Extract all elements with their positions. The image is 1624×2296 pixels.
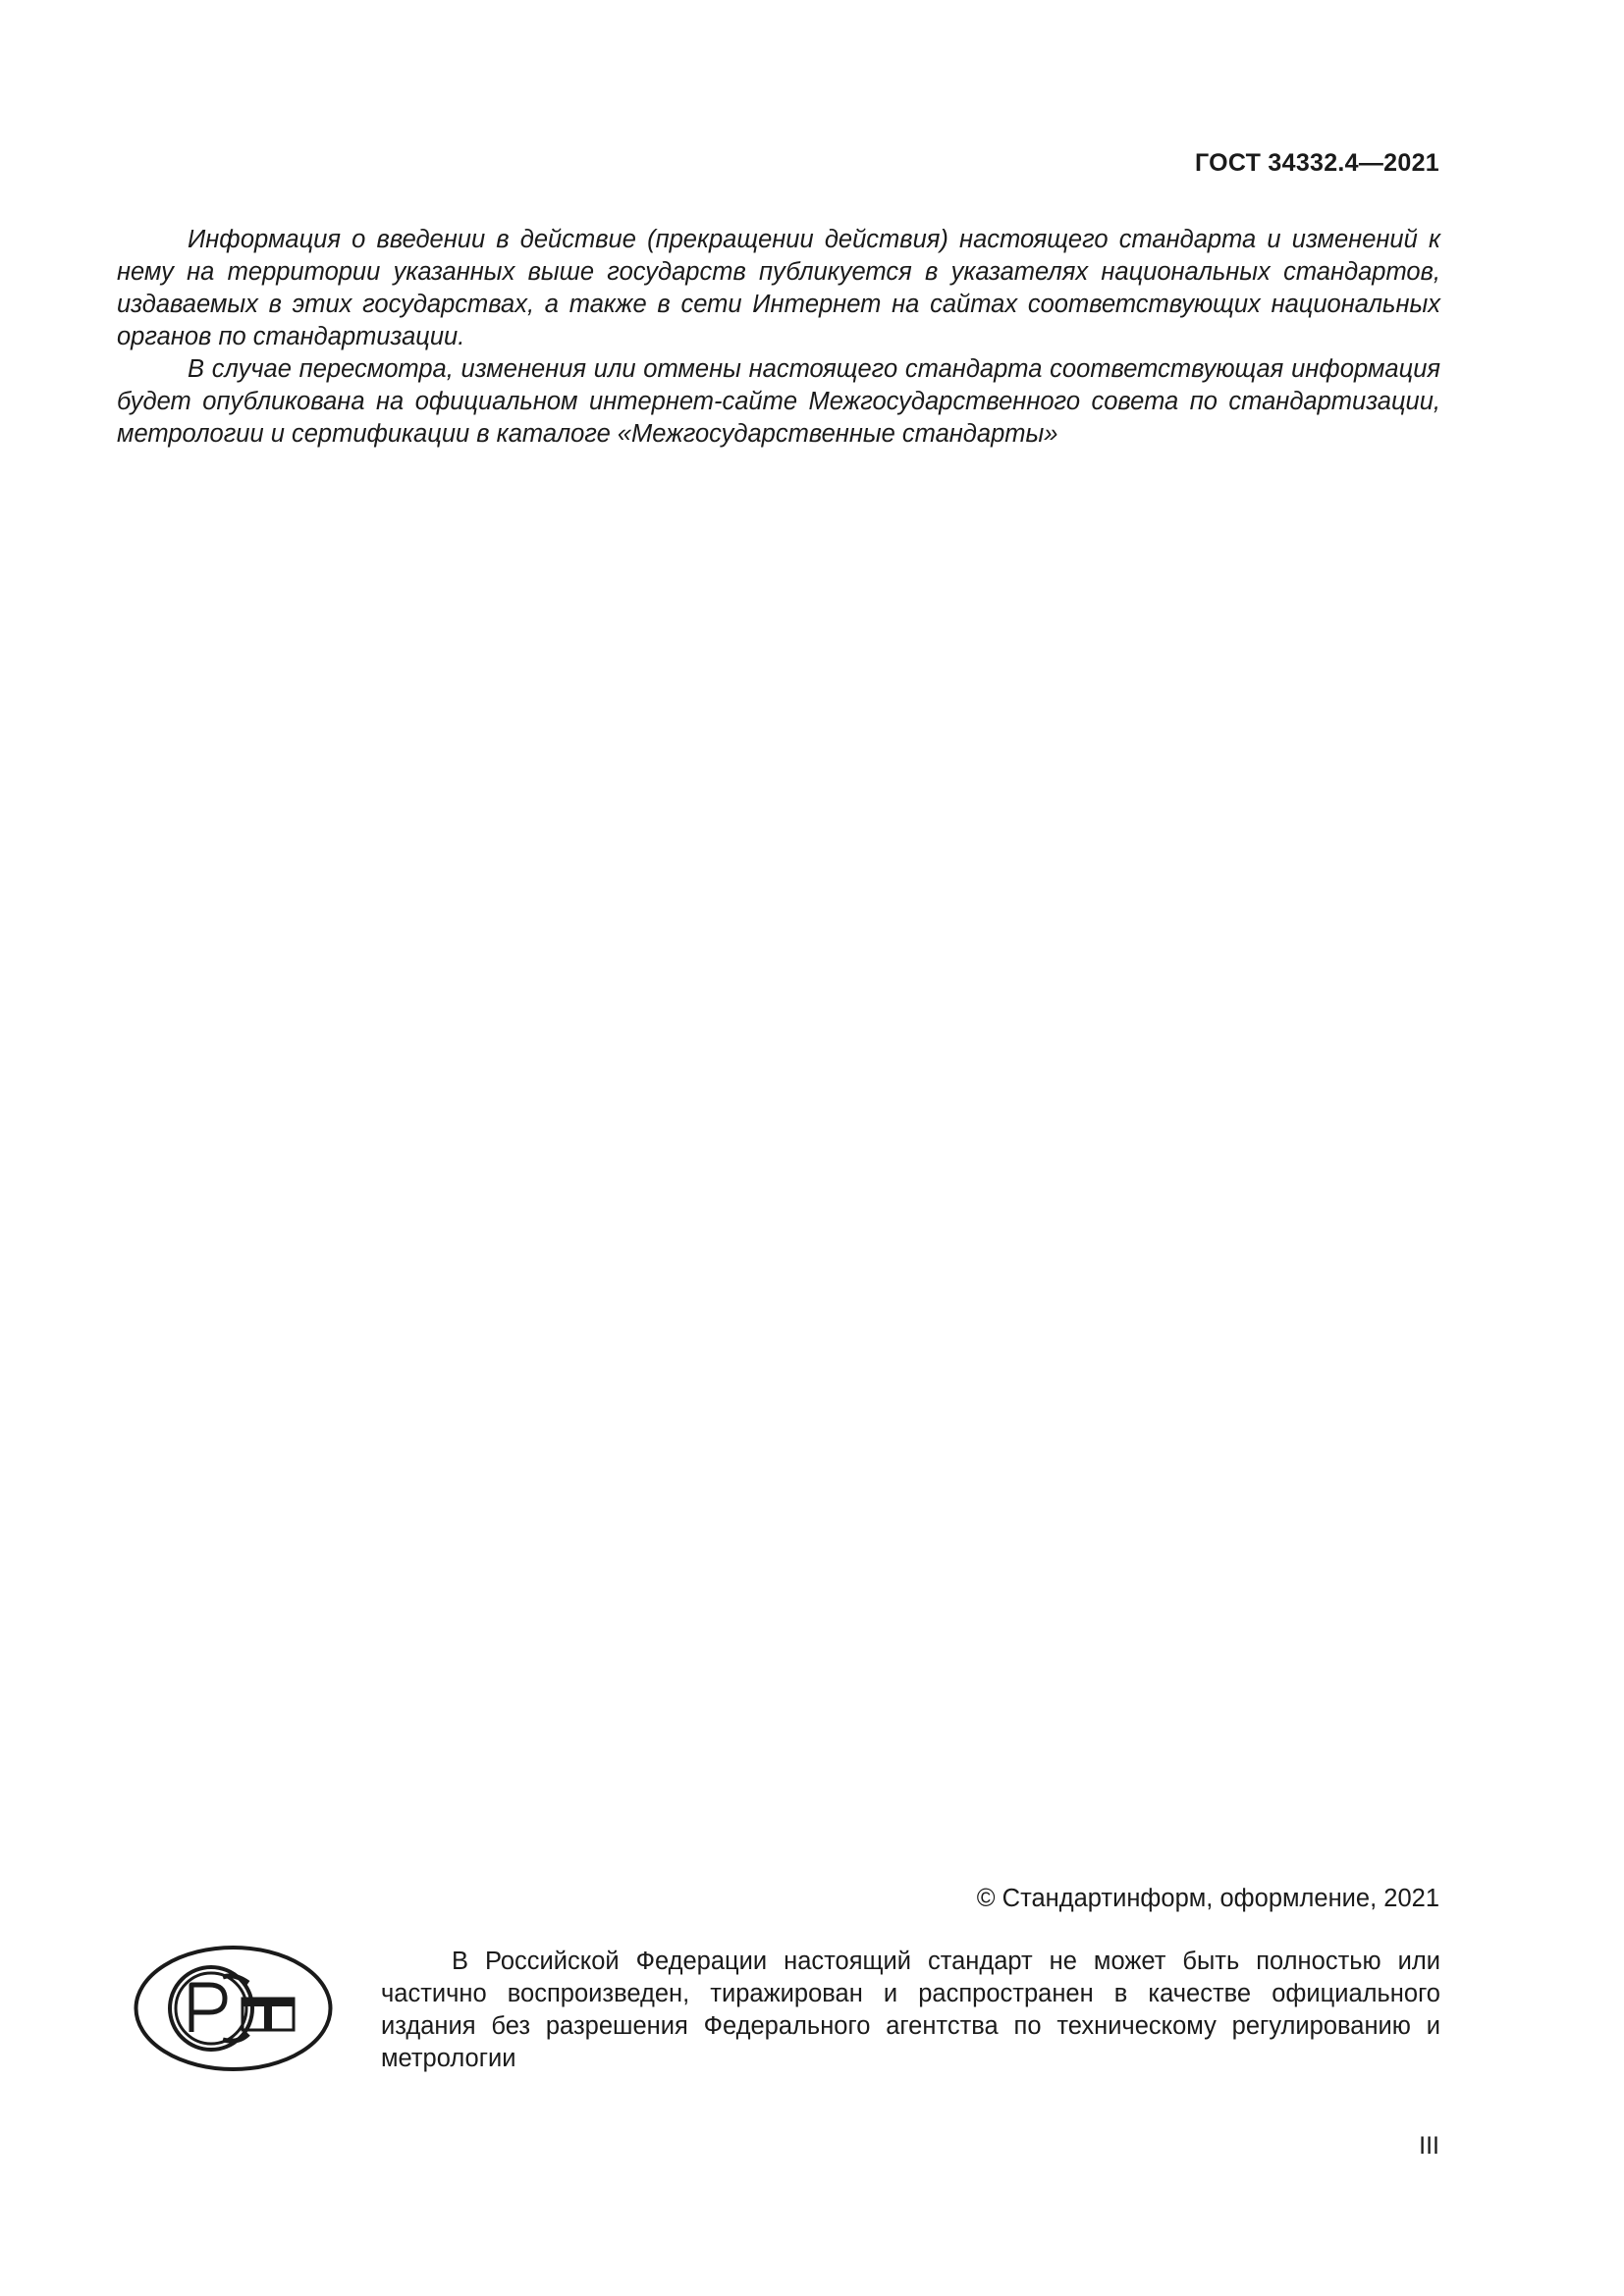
page-number: III xyxy=(1419,2132,1439,2160)
intro-paragraph-1: Информация о введении в действие (прекращении действия) настоящего стандарта и изменений к нему на территории указанных выше государств публикуется в указателях национальных стандартов, издаваемых в этих государствах, а также в сети Интернет на сайтах соответствующих национальных органов по стандартизации. xyxy=(117,226,1440,350)
rst-certification-mark-icon xyxy=(133,1944,334,2073)
intro-paragraph-2: В случае пересмотра, изменения или отмены настоящего стандарта соответствующая информация будет опубликована на официальном интернет-сайте Межгосударственного совета по стандартизации, метрологии и сертификации в каталоге «Межгосударственные стандарты» xyxy=(117,355,1440,448)
reproduction-notice xyxy=(381,1946,1440,2075)
intro-text-block xyxy=(117,224,1440,451)
copyright-notice: © Стандартинформ, оформление, 2021 xyxy=(976,1885,1439,1912)
reproduction-notice-text: В Российской Федерации настоящий стандарт не может быть полностью или частично воспроизведен, тиражирован и распространен в качестве официального издания без разрешения Федерального агентства по техническому регулированию и метрологии xyxy=(381,1948,1440,2072)
document-code: ГОСТ 34332.4—2021 xyxy=(1194,149,1439,177)
